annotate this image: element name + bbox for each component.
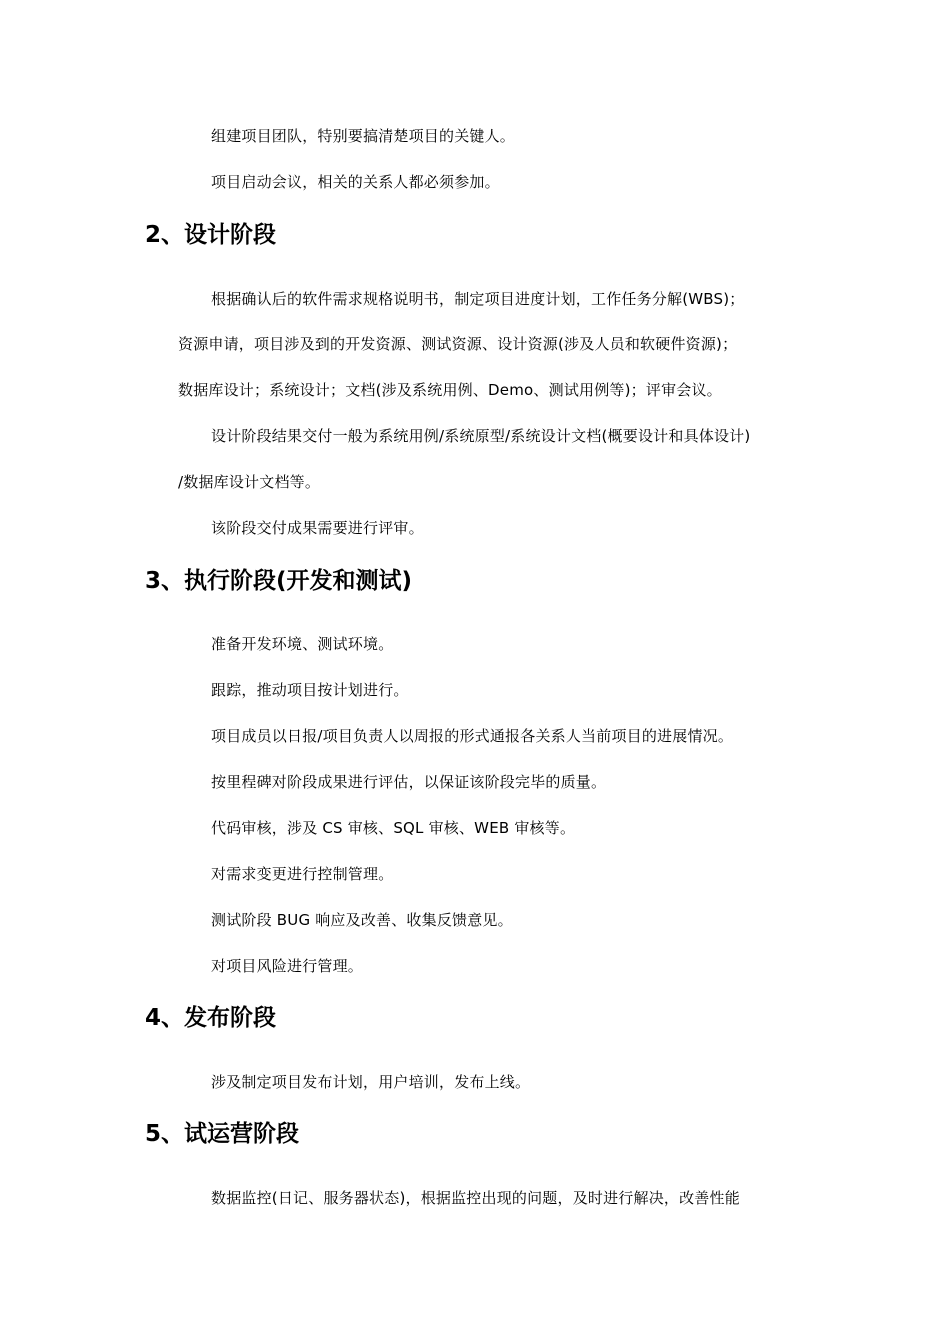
paragraph-line: 涉及制定项目发布计划，用户培训，发布上线。 [211,1073,531,1091]
section-heading-trial-operation: 5、试运营阶段 [145,1121,300,1147]
paragraph-line: 根据确认后的软件需求规格说明书，制定项目进度计划，工作任务分解(WBS)； [211,290,745,308]
section-heading-execution: 3、执行阶段(开发和测试) [145,568,413,594]
paragraph-line: 该阶段交付成果需要进行评审。 [211,519,424,537]
section-heading-release: 4、发布阶段 [145,1005,277,1031]
paragraph-line: 组建项目团队，特别要搞清楚项目的关键人。 [211,127,516,145]
paragraph-line: 准备开发环境、测试环境。 [211,635,394,653]
paragraph-line: 项目启动会议，相关的关系人都必须参加。 [211,173,500,191]
paragraph-line: 代码审核，涉及 CS 审核、SQL 审核、WEB 审核等。 [211,819,576,837]
paragraph-line: 数据监控(日记、服务器状态)，根据监控出现的问题，及时进行解决，改善性能 [211,1189,740,1207]
paragraph-line: 设计阶段结果交付一般为系统用例/系统原型/系统设计文档(概要设计和具体设计) [211,427,751,445]
paragraph-line: 资源申请，项目涉及到的开发资源、测试资源、设计资源(涉及人员和软硬件资源)； [178,335,738,353]
paragraph-line: 测试阶段 BUG 响应及改善、收集反馈意见。 [211,911,513,929]
paragraph-line: 按里程碑对阶段成果进行评估，以保证该阶段完毕的质量。 [211,773,607,791]
paragraph-line: 对需求变更进行控制管理。 [211,865,394,883]
paragraph-line: 对项目风险进行管理。 [211,957,364,975]
section-heading-design: 2、设计阶段 [145,222,277,248]
paragraph-line: 数据库设计；系统设计；文档(涉及系统用例、Demo、测试用例等)；评审会议。 [178,381,722,399]
paragraph-line: 项目成员以日报/项目负责人以周报的形式通报各关系人当前项目的进展情况。 [211,727,734,745]
paragraph-line: 跟踪，推动项目按计划进行。 [211,681,409,699]
paragraph-line: /数据库设计文档等。 [178,473,321,491]
